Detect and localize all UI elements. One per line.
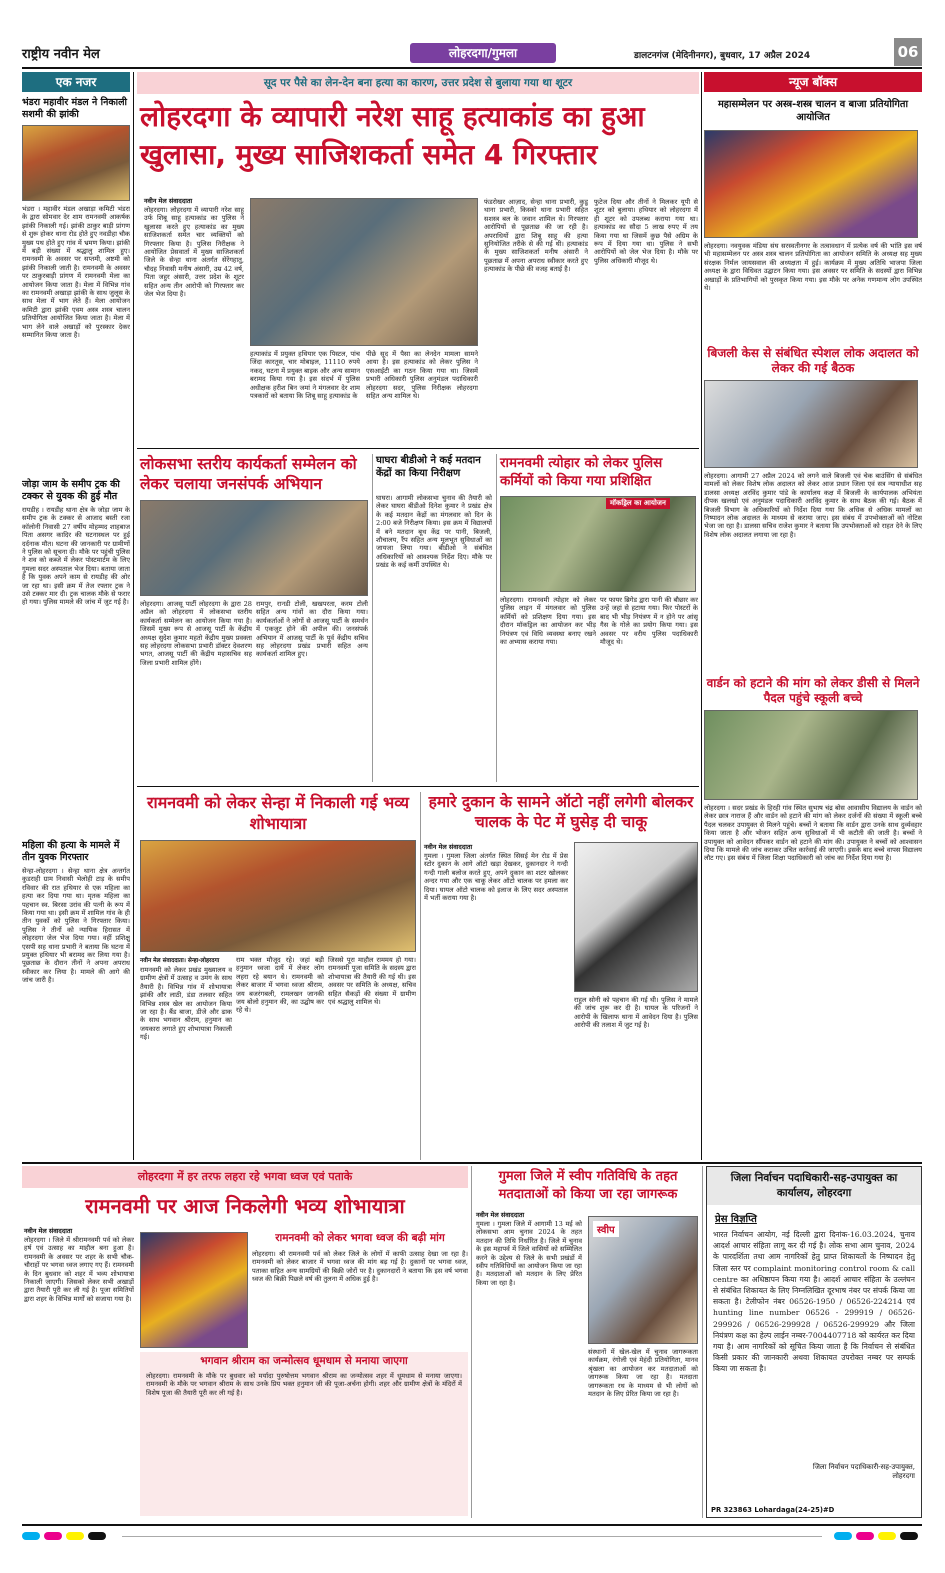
banner-top-rule xyxy=(22,1162,922,1164)
news-box-story-1-photo xyxy=(704,130,918,238)
lead-col-5: फुटेज दिया और तीनों ने मिलकर यूपी से शूटर को बुलाया। हथियार को लोहरदगा में ही शूटर को उपलब्ध कराया गया था। हत्याकांड का सौदा 5 लाख रुपए में तय किया गया था जिसमें कुछ पैसे अग्रिम के रूप में दिया गया था। पुलिस ने सभी आरोपियों को जेल भेज दिया है। मौके पर पुलिस अधिकारी मौजूद थे। xyxy=(594,198,698,265)
lower-story-e-head: हमारे दुकान के सामने ऑटो नहीं लगेगी बोलकर चालक के पेट में घुसेड़ दी चाकू xyxy=(428,793,694,831)
lower-story-e-body-1: गुमला । गुमला जिला अंतर्गत स्थित सिसई मेन रोड में प्रेस स्टोर दुकान के आगे ऑटो खड़ा देखकर, दुकानदार ने गन्दी गन्दी गाली बलोज करते हुए, अपने दुकान का शटर खोलकर अन्दर गया और एक चाकू लेकर ऑटो चालक पर हमला कर दिया। घायल ऑटो चालक को इलाज के लिए सदर अस्पताल में भर्ती कराया गया है। xyxy=(424,852,568,903)
mid-story-a-head: लोकसभा स्तरीय कार्यकर्ता सम्मेलन को लेकर चलाया जनसंपर्क अभियान xyxy=(140,455,357,493)
lead-col-3: पीछे सूद में पैसा का लेनदेन मामला सामने आया है। इस हत्याकांड को लेकर पुलिस ने एसआईटी का गठन किया गया था। जिसमें प्रभारी अधिकारी पुलिस अनुमंडल पदाधिकारी लोहरदगा सदर, पुलिस निरीक्षक लोहरदगा सहित अन्य शामिल थे। xyxy=(366,350,478,401)
notice-body: भारत निर्वाचन आयोग, नई दिल्ली द्वारा दिनांक-16.03.2024, चुनाव आदर्श आचार संहिता लागू कर दी गई है। लोक सभा आम चुनाव, 2024 के पारदर्शिता तथा आम नागरिकों हेतु प्राप्त शिकायतों के निष्पादन हेतु जिला स्तर पर complaint monitoring control room & call centre का अधिष्ठापन किया गया है। आदर्श आचार संहिता के उल्लंघन से संबंधित शिकायत के लिए निम्नलिखित दूरभाष नंबर पर संपर्क किया जा सकता है। टेलीफोन नंबर 06526-1950 / 06526-224214 एवं hunting line number 06526 - 299919 / 06526-299926 / 06526-299928 / 06526-299929 और जिला नियंत्रण कक्ष का हेल्प लाईन नम्बर-7004407718 को कार्यरत कर दिया गया है। आम नागरिकों को सूचित किया जाता है कि निर्वाचन से संबंधित किसी प्रकार की जानकारी अथवा शिकायत उपरोक्त नम्बर पर सम्पर्क किया जा सकता है। xyxy=(713,1230,915,1374)
left-story-3-body: सेन्हा-लोहरदगा । सेन्हा थाना क्षेत्र अन्तर्गत कुडराही ग्राम निवासी भेलोही टाड़ के समीप रविवार की रात हथियार से एक महिला का हत्या कर दिया गया था। मृतक महिला का पहचान स्व. बिरसा उरांव की पत्नी के रूप में किया गया था। इसी क्रम में शामिल गांव के ही तीन युवकों को पुलिस ने गिरफ्तार किया। पुलिस ने तीनों को न्यायिक हिरासत में लोहरदगा जेल भेज दिया गया। वहीं प्रशिक्षु एसपी सह थाना प्रभारी ने बताया कि घटना में प्रयुक्त हथियार भी बरामद कर लिया गया है। पूछताछ के दौरान तीनों ने अपना अपराध स्वीकार कर लिया है। मामले की आगे की जांच जारी है। xyxy=(22,867,130,985)
footer-rule xyxy=(22,1524,922,1526)
notice-office: जिला निर्वाचन पदाधिकारी-सह-उपायुक्त का कार्यालय, लोहरदगा xyxy=(707,1167,921,1205)
banner-divider xyxy=(471,1166,472,1518)
footer-registration-marks xyxy=(22,1530,922,1542)
mid-story-b-body: घाघरा। आगामी लोकसभा चुनाव की तैयारी को लेकर घाघरा बीडीओ दिनेश कुमार ने प्रखंड क्षेत्र के कई मतदान केंद्रों का मंगलवार को दिन के 2:00 बजे निरीक्षण किया। इस क्रम में विद्यालयों में बने मतदान बूथ केंद्र पर पानी, बिजली, शौचालय, रैंप सहित अन्य मूलभूत सुविधाओं का जायजा लिया गया। बीडीओ ने संबंधित अधिकारियों को आवश्यक निर्देश दिए। मौके पर प्रखंड के कई कर्मी उपस्थित थे। xyxy=(376,494,492,570)
left-story-2-head: जोड़ा जाम के समीप ट्रक की टक्कर से युवक की हुई मौत xyxy=(22,479,120,502)
sweep-photo xyxy=(588,1216,698,1344)
lower-story-d-body-1: रामनवमी को लेकर प्रखंड मुख्यालय व ग्रामीण क्षेत्रों में उत्साह व उमंग के साथ तैयारी है। विभिन्न गांव में शोभायात्रा झांकी और लाठी, डंडा तलवार सहित विभिन्न शस्त्र खेल का आयोजन किया जा रहा है। बैंड बाजा, डीजे और ढाक के साथ भगवान श्रीराम, हनुमान का जयकारा लगाते हुए शोभायात्रा निकाली गई। xyxy=(140,966,232,1042)
news-box-story-3-head: वार्डन को हटाने की मांग को लेकर डीसी से मिलने पैदल पहुंचे स्कूली बच्चे xyxy=(706,676,920,705)
mid-story-c-tag: मॉकड्रिल का आयोजन xyxy=(606,498,670,509)
mid-story-c-body-2: पर फायर ब्रिगेड द्वारा पानी की बौछार कर उन्हें जहां से हटाया गया। फिर पोस्टरों के बाद भी भीड़ नियंत्रण में न होने पर आंसू गैस के गोले का प्रयोग किया गया। इस अवसर पर वरीय पुलिस पदाधिकारी मौजूद थे। xyxy=(600,596,698,647)
lower-story-e-body-2: राहुल सोनी को पहचान की गई थी। पुलिस ने मामले की जांच शुरू कर दी है। घायल के परिजनों ने आरोपी के खिलाफ थाना में आवेदन दिया है। पुलिस आरोपी की तलाश में जुट गई है। xyxy=(574,996,698,1030)
banner-sub2-body: लोहरदगा। रामनवमी के मौके पर बुधवार को मर्यादा पुरुषोत्तम भगवान श्रीराम का जन्मोत्सव शहर में धूमधाम से मनाया जाएगा। रामनवमी के मौके पर भगवान श्रीराम के साथ उनके प्रिय भक्त हनुमान जी की पूजा-अर्चना होगी। शहर और ग्रामीण क्षेत्रों के मंदिरों में विशेष पूजा की तैयारी पूरी कर ली गई है। xyxy=(146,1372,462,1397)
mid-divider-2 xyxy=(496,454,497,782)
mid-story-a-body-1: लोहरदगा। आजसू पार्टी लोहरदगा के द्वारा 28 अप्रैल को लोहरदगा में लोकसभा स्तरीय कार्यकर्ता सम्मेलन का आयोजन किया गया है। जिसमें मुख्य रूप से आजसू पार्टी के केंद्रीय अध्यक्ष सुदेश कुमार महतो केंद्रीय मुख्य प्रवक्ता सह लोहरदगा लोकसभा प्रभारी डॉक्टर देवशरण भगत, आजसू पार्टी की केंद्रीय महासचिव सह जिला प्रभारी शामिल होंगे। xyxy=(140,600,252,667)
lower-story-d-photo xyxy=(140,840,416,952)
lower-story-d-head: रामनवमी को लेकर सेन्हा में निकाली गई भव्य शोभायात्रा xyxy=(147,793,409,833)
banner-headline: रामनवमी पर आज निकलेगी भव्य शोभायात्रा xyxy=(85,1194,405,1218)
dateline: डालटनगंज (मेदिनीनगर), बुधवार, 17 अप्रैल 2024 xyxy=(634,51,811,61)
sweep-body-2: संस्थानों में खेल-खेल में चुनाव जागरूकता कार्यक्रम, रंगोली एवं मेहंदी प्रतियोगिता, मानव श्रृंखला का आयोजन कर मतदाताओं को जागरूक किया जा रहा है। मतदाता जागरूकता रथ के माध्यम से भी लोगों को मतदान के लिए प्रेरित किया जा रहा है। xyxy=(588,1348,698,1399)
news-box-title: न्यूज बॉक्स xyxy=(704,72,922,92)
sub2-box xyxy=(140,1352,468,1516)
mid-story-a-photo xyxy=(140,500,368,596)
left-story-1-head: भंडरा महावीर मंडल ने निकाली सशमी की झांकी xyxy=(22,97,128,120)
banner-kicker-bar xyxy=(22,1166,468,1188)
banner-photo xyxy=(140,1232,248,1348)
notice-title: प्रेस विज्ञप्ति xyxy=(715,1214,757,1225)
left-story-3-head: महिला की हत्या के मामले में तीन युवक गिरफ्तार xyxy=(22,840,120,863)
lower-story-e-illustration xyxy=(574,842,698,992)
mid-bottom-rule xyxy=(137,786,699,787)
mid-story-c-head: रामनवमी त्योहार को लेकर पुलिस कर्मियों को किया गया प्रशिक्षित xyxy=(500,455,663,489)
left-column-divider xyxy=(133,72,134,1160)
left-story-1-body: भंडरा । महावीर मंडल अखाड़ा कमिटी भंडरा के द्वारा सोमवार देर शाम रामनवमी आकर्षक झांकी निकाली गई। झांकी ठाकुर बाड़ी प्रांगण से शुरू होकर थाना रोड होते हुए नवडीहा चौक मुख्य पथ होते हुए गांव में भ्रमण किया। झांकी में बड़ी संख्या में श्रद्धालु शामिल हुए। रामनवमी के अवसर पर सप्तमी, अष्टमी को झांकी निकाली जाती है। रामनवमी के अवसर पर ठाकुरबाड़ी प्रांगण में रामनवमी मेला का आयोजन किया जाता है। मेला में विभिन्न गांव का रामनवमी अखाड़ा झांकी के साथ जुलूस के साथ मेला में भाग लेते हैं। मेला आयोजन कमिटी द्वारा झांकी एवम अस्त्र शस्त्र चालन प्रतियोगिता आयोजित किया जाता है। मेला में भाग लेने वाले अखाड़ों को पुरस्कार देकर सम्मानित किया जाता है। xyxy=(22,205,130,340)
right-column-divider xyxy=(701,72,702,1160)
ek-nazar-title: एक नजर xyxy=(22,72,130,92)
lower-story-d-body-3: जिससे पूरा माहौल राममय हो गया। रामनवमी पूजा समिति के सदस्य द्वारा शोभायात्रा की तैयारी की गई थी। इस अवसर पर समिति के अध्यक्ष, सचिव सहित सैकड़ों की संख्या में ग्रामीण एवं श्रद्धालु शामिल थे। xyxy=(328,956,416,1007)
mid-story-c-body-1: लोहरदगा। रामनवमी त्योहार को लेकर पुलिस लाइन में मंगलवार को पुलिस कर्मियों को प्रशिक्षण दिया गया। इस दौरान मॉकड्रिल का आयोजन कर भीड़ नियंत्रण एवं विधि व्यवस्था बनाए रखने का अभ्यास कराया गया। xyxy=(500,596,596,647)
lower-story-d-byline: नवीन मेल संवाददाता। सेन्हा-लोहरदगा xyxy=(140,958,220,964)
masthead-rule xyxy=(22,67,922,69)
news-box-story-3-photo xyxy=(704,710,918,800)
paper-name: राष्ट्रीय नवीन मेल xyxy=(22,47,100,62)
notice-signature: जिला निर्वाचन पदाधिकारी-सह-उपायुक्त, लोहरदगा xyxy=(812,1463,915,1480)
footer-center-rule xyxy=(122,1536,822,1537)
masthead xyxy=(22,42,922,68)
color-swatch-black xyxy=(88,1532,106,1540)
color-swatch-magenta-2 xyxy=(856,1532,874,1540)
mid-story-c-photo xyxy=(500,496,696,592)
news-box-story-2-body: लोहरदगा। आगामी 27 अप्रैल 2024 को लगने वाले बिजली एवं चेक बाउंसिंग से संबंधित मामलों को लेकर विशेष लोक अदालत को लेकर आज प्रधान जिला एवं सत्र न्यायाधीश सह डालसा अध्यक्ष अरविंद कुमार पांडे के कार्यालय कक्ष में बिजली के कार्यपालक अभियंता दीपक खलखो एवं अनुमंडल पदाधिकारी अरविंद कुमार के साथ बैठक की गई। बैठक में बिजली विभाग के अधिकारियों को निर्देश दिया गया कि अधिक से अधिक मामलों का निष्पादन लोक अदालत के माध्यम से कराया जाए। इस संबंध में उपभोक्ताओं को नोटिस भेजा जा रहा है। डालसा सचिव राजेश कुमार ने बताया कि उपभोक्ताओं को राहत देने के लिए विशेष लोक अदालत लगाया जा रहा है। xyxy=(704,472,922,539)
page-number: 06 xyxy=(894,38,922,66)
banner-sub2-head: भगवान श्रीराम का जन्मोत्सव धूमधाम से मनाया जाएगा xyxy=(200,1355,408,1367)
color-swatch-cyan xyxy=(22,1532,40,1540)
lower-divider xyxy=(420,792,421,1160)
banner-body: लोहरदगा । जिले में श्रीरामनवमी पर्व को लेकर हर्ष एवं उत्साह का माहौल बना हुआ है। रामनवमी के अवसर पर शहर के सभी चौक-चौराहों पर भगवा ध्वज लगाए गए हैं। रामनवमी के दिन बुधवार को शहर में भव्य शोभायात्रा निकाली जाएगी। जिसको लेकर सभी अखाड़ों द्वारा तैयारी पूरी कर ली गई है। पूजा समितियों द्वारा शहर के विभिन्न मार्गों को सजाया गया है। xyxy=(24,1236,134,1303)
news-box-story-1-head: महासम्मेलन पर अस्त्र-शस्त्र चालन व बाजा प्रतियोगिता आयोजित xyxy=(717,99,909,123)
banner-kicker: लोहरदगा में हर तरफ लहरा रहे भगवा ध्वज एवं पताके xyxy=(137,1170,353,1183)
top-kicker xyxy=(137,72,699,94)
color-swatch-yellow-2 xyxy=(878,1532,896,1540)
left-column xyxy=(22,72,130,1160)
news-box-story-3-body: लोहरदगा । सदर प्रखंड के हिरही गांव स्थित सुभाष चंद्र बोस आवासीय विद्यालय के वार्डन को लेकर छात्र नाराज हैं और वार्डन को हटाने की मांग को लेकर दर्जनों की संख्या में स्कूली बच्चे पैदल चलकर उपायुक्त से मिलने पहुंचे। बच्चों ने बताया कि वार्डन द्वारा उनके साथ दुर्व्यवहार किया जाता है और भोजन सहित अन्य सुविधाओं में भी कटौती की जाती है। बच्चों ने उपायुक्त को आवेदन सौंपकर वार्डन को हटाने की मांग की। उपायुक्त ने बच्चों को आश्वासन दिया कि मामले की जांच कराकर उचित कार्रवाई की जाएगी। इसके बाद बच्चे वापस विद्यालय लौट गए। इस संबंध में जिला शिक्षा पदाधिकारी को जांच का निर्देश दिया गया है। xyxy=(704,804,922,863)
mid-story-b-head: घाघरा बीडीओ ने कई मतदान केंद्रों का किया निरीक्षण xyxy=(376,455,481,479)
left-story-2-body: रायडीह । रायडीह थाना क्षेत्र के जोड़ा जाम के समीप ट्रक के टक्कर से आजाद बस्ती रजा कॉलोनी निवासी 27 वर्षीय मोहम्मद शाहबाज पिता असगर कादिर की घटनास्थल पर हुई दर्दनाक मौत। घटना की जानकारी पर ग्रामीणों ने पुलिस को सूचना दी। मौके पर पहुंची पुलिस ने शव को कब्जे में लेकर पोस्टमार्टम के लिए गुमला सदर अस्पताल भेज दिया। बताया जाता है कि युवक अपने काम से रायडीह की ओर जा रहा था। इसी क्रम में तेज रफ्तार ट्रक ने उसे टक्कर मार दी। ट्रक चालक मौके से फरार हो गया। पुलिस मामले की जांच में जुट गई है। xyxy=(22,506,130,607)
lead-col-4: फंडरोखर आज़ाद, सेन्हा थाना प्रभारी, कुडू थाना प्रभारी, किस्को थाना प्रभारी सहित सशस्त्र बल के जवान शामिल थे। गिरफ्तार आरोपियों से पूछताछ की जा रही है। अपराधियों द्वारा शिबू साहू की हत्या सुनियोजित तरीके से की गई थी। हत्याकांड के मुख्य साजिशकर्ता मनीष अंसारी ने पूछताछ में अपना अपराध स्वीकार करते हुए हत्याकांड के पीछे की वजह बताई है। xyxy=(484,198,588,274)
color-swatch-cyan-2 xyxy=(834,1532,852,1540)
news-box-story-2-photo xyxy=(704,380,918,468)
notice-divider xyxy=(702,1166,703,1518)
lead-headline: लोहरदगा के व्यापारी नरेश साहू हत्याकांड का हुआ खुलासा, मुख्य साजिशकर्ता समेत 4 गिरफ्तार xyxy=(140,100,645,171)
lead-photo xyxy=(250,198,478,346)
color-swatch-magenta xyxy=(44,1532,62,1540)
banner-byline: नवीन मेल संवाददाता xyxy=(24,1227,73,1235)
lead-col-2: हत्याकांड में प्रयुक्त हथियार एक पिस्टल, पांच जिंदा कारतूस, चार मोबाइल, 11110 रुपये नकद, घटना में प्रयुक्त बाइक और अन्य सामान बरामद किया गया है। इस संदर्भ में पुलिस अधीक्षक हरीश बिन जमां ने मंगलवार देर शाम पत्रकारों को बताया कि शिबू साहू हत्याकांड के xyxy=(250,350,360,401)
lead-bottom-rule xyxy=(137,448,699,449)
sweep-byline: नवीन मेल संवाददाता xyxy=(476,1211,525,1219)
mid-story-a-body-2: रामपुर, रानडी टोली, खखपरता, करम टोली सहित अन्य गांवों का दौरा किया गया। कार्यकर्ताओं ने लोगों से आजसू पार्टी के समर्थन में एकजुट होने की अपील की। जनसंपर्क अभियान में आजसू पार्टी के पूर्व केंद्रीय सचिव सह लोहरदगा प्रखंड प्रभारी सहित अन्य कार्यकर्ता शामिल हुए। xyxy=(256,600,368,659)
sweep-body-1: गुमला । गुमला जिले में आगामी 13 मई को लोकसभा आम चुनाव 2024 के तहत मतदान की तिथि निर्धारित है। जिले में चुनाव के इस महापर्व में जिले वासियों को सम्मिलित करने के उद्देश्य से जिले के सभी प्रखंडों में स्वीप गतिविधियों का आयोजन किया जा रहा है। मतदाताओं को मतदान के लिए प्रेरित किया जा रहा है। xyxy=(476,1220,582,1287)
notice-pr-number: PR 323863 Lohardaga(24-25)#D xyxy=(711,1506,835,1514)
lead-col-1: लोहरदगा। लोहरदगा में व्यापारी नरेश साहू उर्फ शिबू साहू हत्याकांड का पुलिस ने खुलासा करते हुए हत्याकांड का मुख्य साजिशकर्ता समेत चार व्यक्तियों को गिरफ्तार किया है। पुलिस निरीक्षक ने आयोजित प्रेसवार्ता में मुख्य साजिशकर्ता जिले के सेन्हा थाना अंतर्गत सेरेंगहातु, चौदह निवासी मनीष अंसारी, उम्र 42 वर्ष, पिता जहुर अंसारी, उत्तर प्रदेश के शूटर सहित अन्य तीन आरोपी को गिरफ्तार कर जेल भेज दिया है। xyxy=(144,206,244,299)
sweep-head: गुमला जिले में स्वीप गतिविधि के तहत मतदाताओं को किया जा रहा जागरूक xyxy=(498,1169,678,1202)
sweep-poster-label: स्वीप xyxy=(593,1221,619,1237)
news-box xyxy=(704,72,922,1160)
notice-box xyxy=(706,1166,922,1518)
mid-divider-1 xyxy=(372,454,373,782)
color-swatch-yellow xyxy=(66,1532,84,1540)
lower-story-d-body-2: राम भक्त मौजूद रहे। जहां बड़ी हनुमान ध्वजा दायें में लेकर लोग लहरा रहे बयान थे। रामनवमी को लेकर बाजार में भगवा ध्वजा श्रीराम, जय बजरंगबली, रामलखन जानकी जय बोलो हनुमान की, का उद्घोष कर रहे थे। xyxy=(236,956,324,1015)
color-swatch-black-2 xyxy=(900,1532,918,1540)
section-tab: लोहरदगा/गुमला xyxy=(410,43,556,63)
news-box-story-1-body: लोहरदगा। नवयुवक मंडिया संघ सरस्वतीनगर के तत्वावधान में प्रत्येक वर्ष की भांति इस वर्ष भी महासम्मेलन पर अस्त्र शस्त्र चालन प्रतियोगिता का आयोजन समिति के अध्यक्ष सह मुख्य संरक्षक निर्मल जायसवाल की अध्यक्षता में हुई। कार्यक्रम में मुख्य अतिथि भाजपा जिला अध्यक्ष के द्वारा विधिवत उद्घाटन किया गया। इस अवसर पर समिति के सदस्यों द्वारा विभिन्न अखाड़ों के प्रतिभागियों को पुरस्कृत किया गया। इस मौके पर अनेक गणमान्य लोग उपस्थित थे। xyxy=(704,242,922,293)
top-kicker-text: सूद पर पैसे का लेन-देन बना हत्या का कारण, उत्तर प्रदेश से बुलाया गया था शूटर xyxy=(263,77,573,89)
banner-sub-body: लोहरदगा। श्री रामनवमी पर्व को लेकर जिले के लोगों में काफी उत्साह देखा जा रहा है। रामनवमी को लेकर बाजार में भगवा ध्वज की मांग बढ़ गई है। दुकानों पर भगवा ध्वज, पताका सहित अन्य सामग्रियों की बिक्री जोरों पर है। दुकानदारों ने बताया कि इस वर्ष भगवा ध्वज की बिक्री पिछले वर्ष की तुलना में अधिक हुई है। xyxy=(252,1250,468,1284)
banner-sub-head: रामनवमी को लेकर भगवा ध्वज की बढ़ी मांग xyxy=(275,1232,445,1244)
left-story-1-photo xyxy=(22,125,130,201)
lead-byline: नवीन मेल संवाददाता xyxy=(144,197,193,205)
lower-story-e-byline: नवीन मेल संवाददाता xyxy=(424,843,473,851)
news-box-story-2-head: बिजली केस से संबंधित स्पेशल लोक अदालत को लेकर की गई बैठक xyxy=(707,346,919,375)
